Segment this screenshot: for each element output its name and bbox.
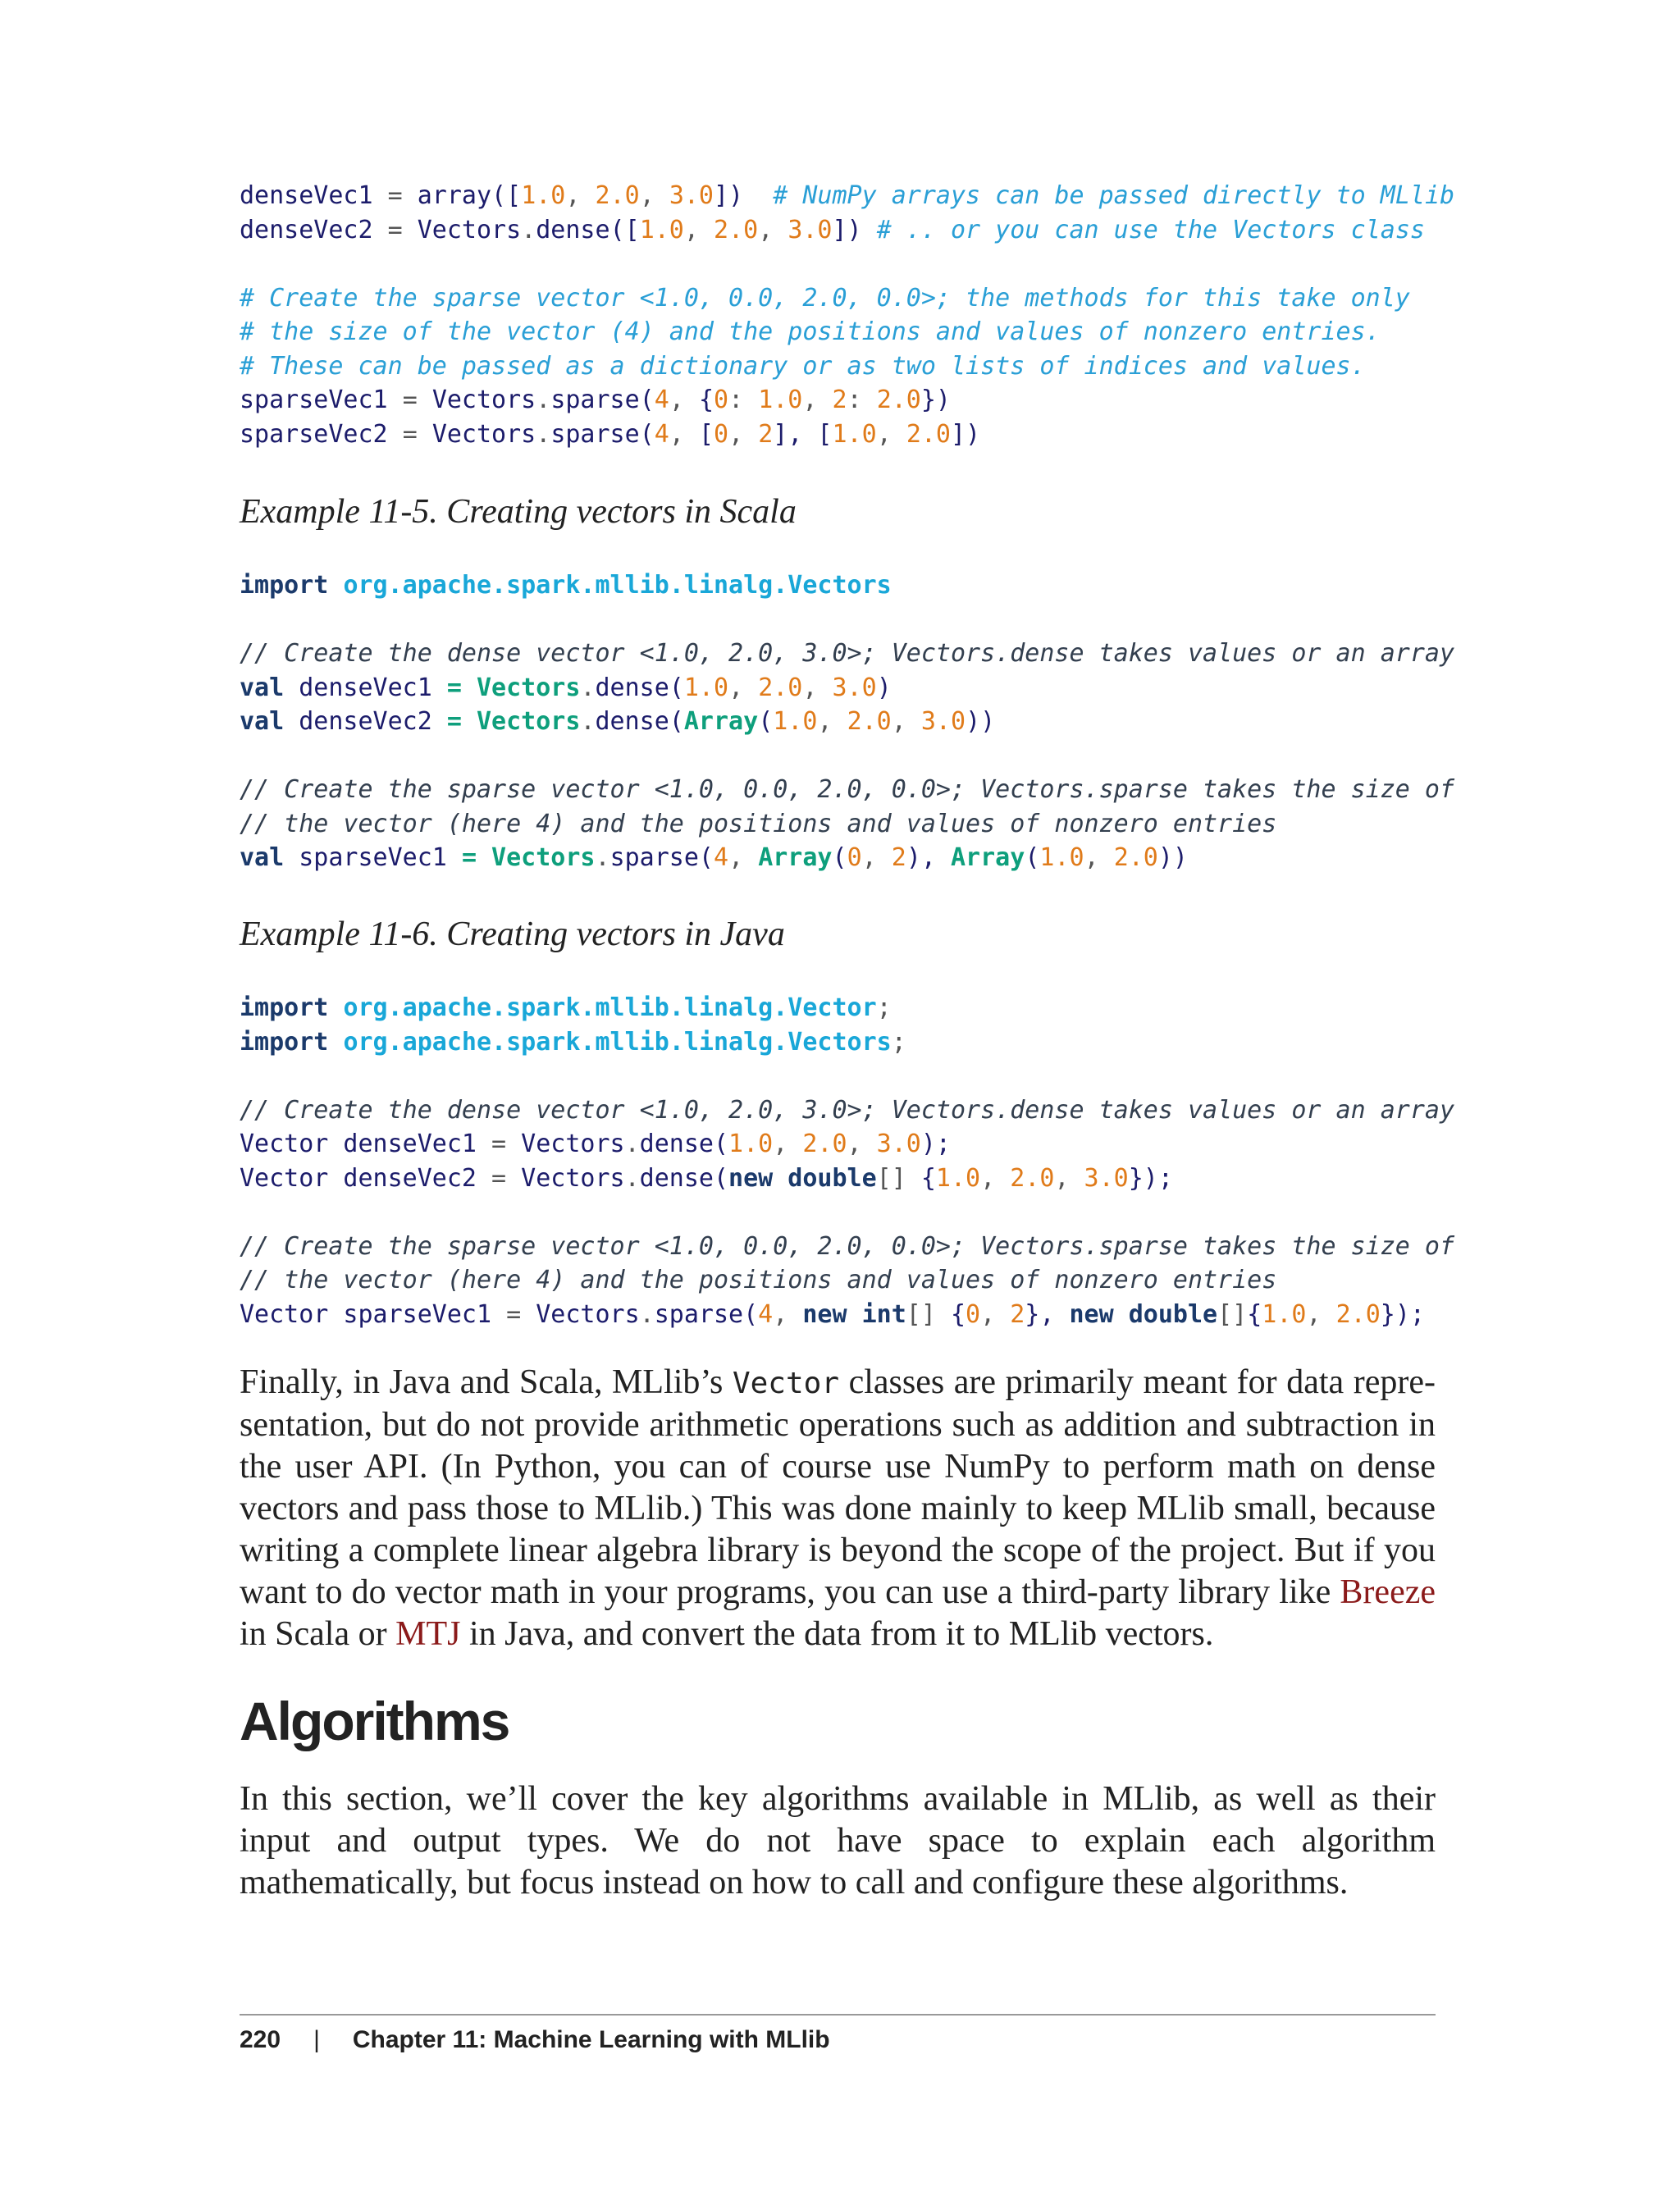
code-line [240, 247, 1454, 281]
footer-separator: | [313, 2026, 320, 2053]
code-line: Vector denseVec1 = Vectors.dense(1.0, 2.0, 3.0); [240, 1130, 951, 1158]
page-footer [240, 2026, 830, 2054]
code-line: import org.apache.spark.mllib.linalg.Vectors [240, 571, 892, 600]
section-heading: Algorithms [240, 1691, 509, 1751]
code-block-scala [240, 568, 1454, 875]
example-caption-java: Example 11-6. Creating vectors in Java [240, 915, 785, 953]
code-line: // the vector (here 4) and the positions and values of nonzero entries [240, 809, 1277, 838]
code-line: denseVec1 = array([1.0, 2.0, 3.0]) # NumPy arrays can be passed directly to MLlib [240, 181, 1455, 210]
code-line: // Create the dense vector <1.0, 2.0, 3.0>; Vectors.dense takes values or an array [240, 1095, 1455, 1125]
code-line: sparseVec1 = Vectors.sparse(4, {0: 1.0, 2: 2.0}) [240, 386, 951, 414]
footer-divider [240, 2014, 1436, 2016]
code-line: val sparseVec1 = Vectors.sparse(4, Array(0, 2), Array(1.0, 2.0)) [240, 843, 1188, 872]
code-line: Vector sparseVec1 = Vectors.sparse(4, new int[] {0, 2}, new double[]{1.0, 2.0}); [240, 1299, 1425, 1329]
code-line: import org.apache.spark.mllib.linalg.Vector; [240, 993, 892, 1022]
code-line: // Create the dense vector <1.0, 2.0, 3.0>; Vectors.dense takes values or an array [240, 639, 1455, 668]
code-block-python [240, 179, 1454, 451]
code-line [240, 1195, 1454, 1230]
code-line [240, 603, 1454, 637]
code-block-java [240, 991, 1454, 1331]
code-line: # Create the sparse vector <1.0, 0.0, 2.0, 0.0>; the methods for this take only [240, 283, 1410, 313]
code-line: // Create the sparse vector <1.0, 0.0, 2.0, 0.0>; Vectors.sparse takes the size of [240, 1231, 1455, 1261]
body-paragraph-vectors [240, 1362, 1436, 1655]
link-breeze[interactable]: Breeze [1340, 1573, 1436, 1611]
para-text: in Java, and convert the data from it to MLlib vectors. [460, 1615, 1214, 1653]
code-line: import org.apache.spark.mllib.linalg.Vectors; [240, 1027, 906, 1057]
link-mtj[interactable]: MTJ [395, 1615, 461, 1653]
inline-code-vector: Vector [732, 1367, 839, 1400]
code-line: // Create the sparse vector <1.0, 0.0, 2.0, 0.0>; Vectors.sparse takes the size of [240, 775, 1455, 804]
page-number: 220 [240, 2026, 281, 2053]
code-line: // the vector (here 4) and the positions and values of nonzero entries [240, 1266, 1277, 1294]
code-line [240, 739, 1454, 774]
code-line: Vector denseVec2 = Vectors.dense(new double[] {1.0, 2.0, 3.0}); [240, 1163, 1173, 1193]
example-caption-scala: Example 11-5. Creating vectors in Scala [240, 493, 797, 531]
para-text: classes are primarily meant for data representation, but do not provide arithmetic operations such as addition and subtraction in the user API. (In Python, you can of course use NumPy to perform math on dense vectors and pass those to MLlib.) This was done mainly to keep MLlib small, because writing a complete linear algebra library is beyond the scope of the project. But if you want to do vector math in your programs, you can use a third-party library like [240, 1363, 1436, 1611]
code-line: # the size of the vector (4) and the positions and values of nonzero entries. [240, 317, 1381, 346]
code-line [240, 1059, 1454, 1093]
code-line: val denseVec1 = Vectors.dense(1.0, 2.0, 3.0) [240, 673, 892, 702]
code-line: val denseVec2 = Vectors.dense(Array(1.0, 2.0, 3.0)) [240, 707, 996, 736]
code-line: # These can be passed as a dictionary or as two lists of indices and values. [240, 351, 1366, 381]
chapter-title: Chapter 11: Machine Learning with MLlib [352, 2026, 830, 2053]
body-paragraph-algorithms: In this section, we’ll cover the key algorithms available in MLlib, as well as their input and output types. We do not have space to explain each algorithm mathematically, but focus instead on how to call and configure these algorithms. [240, 1780, 1436, 1901]
para-text: in Scala or [240, 1615, 396, 1653]
code-line: denseVec2 = Vectors.dense([1.0, 2.0, 3.0]) # .. or you can use the Vectors class [240, 215, 1425, 244]
code-line: sparseVec2 = Vectors.sparse(4, [0, 2], [1.0, 2.0]) [240, 419, 981, 449]
para-text: Finally, in Java and Scala, MLlib’s [240, 1363, 733, 1401]
